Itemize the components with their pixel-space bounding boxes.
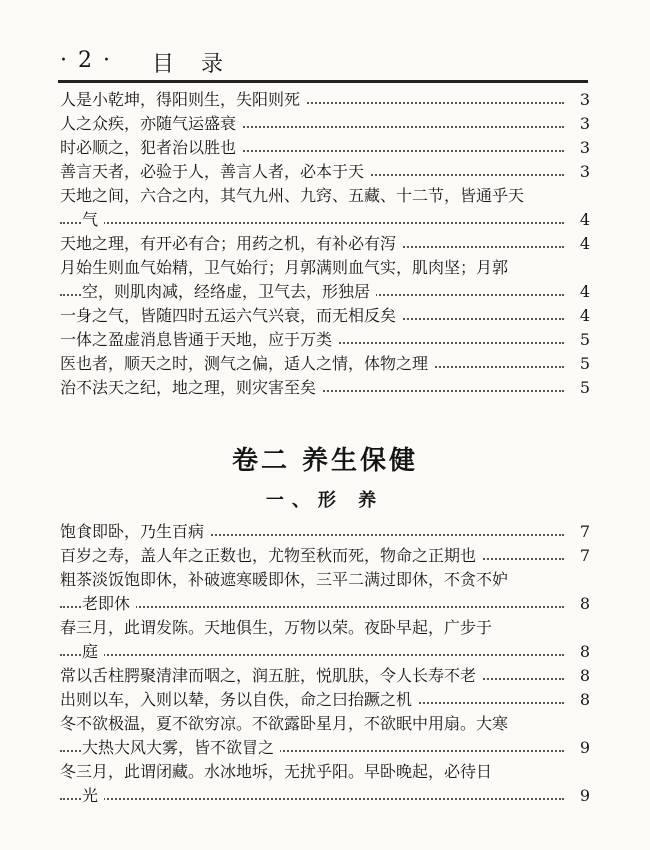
toc-entry[interactable] [60, 688, 590, 712]
toc-entry-continuation: 庭 [82, 642, 104, 661]
toc-entry[interactable] [60, 112, 590, 136]
section-title: 一、形 养 [265, 490, 385, 511]
toc-entry-text: 人是小乾坤，得阳则生，失阳则死 [60, 90, 306, 109]
toc-entry[interactable] [60, 520, 590, 544]
toc-entry-text: 百岁之寿，盖人年之正数也，尤物至秋而死，物命之正期也 [60, 546, 482, 565]
toc-page-number: 5 [574, 328, 590, 352]
toc-entry-text: 饱食即卧，乃生百病 [60, 522, 210, 541]
toc-entry-line: 月始生则血气始精，卫气始行；月郭满则血气实，肌肉坚；月郭 [60, 258, 509, 277]
toc-page-number: 7 [574, 520, 590, 544]
leader-dots [60, 222, 564, 224]
toc-entry[interactable] [60, 136, 590, 160]
toc-page-number: 8 [574, 664, 590, 688]
header-rule [58, 80, 588, 83]
toc-page-number: 9 [574, 736, 590, 760]
toc-entry[interactable] [60, 592, 590, 616]
toc-entry-text: 治不法天之纪，地之理，则灾害至矣 [60, 378, 322, 397]
toc-entry[interactable] [60, 640, 590, 664]
toc-entry[interactable] [60, 160, 590, 184]
toc-entry[interactable] [60, 232, 590, 256]
toc-page-number: 3 [574, 136, 590, 160]
toc-entry-text: 医也者，顺天之时，测气之偏，适人之情，体物之理 [60, 354, 434, 373]
toc-page-number: 3 [574, 160, 590, 184]
toc-entry-continuation: 气 [82, 210, 104, 229]
toc-entry[interactable] [60, 664, 590, 688]
toc-entry-text: 人之众疾，亦随气运盛衰 [60, 114, 242, 133]
toc-entry-line: 冬不欲极温，夏不欲穷凉。不欲露卧星月，不欲眠中用扇。大寒 [60, 714, 509, 733]
toc-entry-text: 常以舌柱腭聚清津而咽之，润五脏，悦肌肤，令人长寿不老 [60, 666, 482, 685]
toc-entry-text: 善言天者，必验于人，善言人者，必本于天 [60, 162, 370, 181]
toc-page-number: 8 [574, 592, 590, 616]
toc-entry-continuation: 大热大风大雾，皆不欲冒之 [82, 738, 280, 757]
toc-entry[interactable] [60, 544, 590, 568]
toc-page-number: 4 [574, 232, 590, 256]
page-header [60, 40, 590, 76]
leader-dots [60, 654, 564, 656]
toc-entry[interactable] [60, 736, 590, 760]
volume-title: 卷二 养生保健 [231, 446, 419, 476]
toc-page-number: 8 [574, 640, 590, 664]
toc-page-number: 4 [574, 280, 590, 304]
toc-page-number: 7 [574, 544, 590, 568]
toc-list-top [60, 88, 590, 400]
toc-page-number: 5 [574, 352, 590, 376]
toc-entry-text: 一体之盈虚消息皆通于天地，应于万类 [60, 330, 338, 349]
toc-entry-line: 春三月，此谓发陈。天地俱生，万物以荣。夜卧早起，广步于 [60, 618, 493, 637]
leader-dots [60, 798, 564, 800]
toc-entry-text: 出则以车，入则以辇，务以自佚，命之曰抬蹶之机 [60, 690, 418, 709]
toc-entry[interactable] [60, 304, 590, 328]
toc-page-number: 9 [574, 784, 590, 808]
toc-entry[interactable] [60, 352, 590, 376]
toc-entry-text: 天地之理，有开必有合；用药之机，有补必有泻 [60, 234, 402, 253]
toc-entry-line: 天地之间，六合之内，其气九州、九窍、五藏、十二节，皆通乎天 [60, 186, 525, 205]
page-number: · 2 · [60, 48, 112, 73]
toc-entry-continuation: 光 [82, 786, 104, 805]
toc-entry[interactable] [60, 280, 590, 304]
header-title: 目 录 [152, 52, 233, 77]
toc-page-number: 3 [574, 88, 590, 112]
toc-page-number: 3 [574, 112, 590, 136]
toc-entry-text: 时必顺之，犯者治以胜也 [60, 138, 242, 157]
toc-entry-text: 一身之气，皆随四时五运六气兴衰，而无相反矣 [60, 306, 402, 325]
toc-entry-line: 粗茶淡饭饱即休，补破遮寒暖即休，三平二满过即休，不贪不妒 [60, 570, 509, 589]
toc-entry-continuation: 空，则肌肉减，经络虚，卫气去，形独居 [82, 282, 376, 301]
toc-page-number: 4 [574, 208, 590, 232]
toc-entry[interactable] [60, 328, 590, 352]
toc-entry[interactable] [60, 208, 590, 232]
toc-list-bottom [60, 520, 590, 808]
toc-page-number: 4 [574, 304, 590, 328]
toc-entry[interactable] [60, 376, 590, 400]
toc-entry-continuation: 老即休 [82, 594, 136, 613]
toc-entry[interactable] [60, 784, 590, 808]
toc-entry-line: 冬三月，此谓闭藏。水冰地坼，无扰乎阳。早卧晚起，必待日 [60, 762, 493, 781]
toc-page-number: 5 [574, 376, 590, 400]
toc-entry[interactable] [60, 88, 590, 112]
toc-page-number: 8 [574, 688, 590, 712]
